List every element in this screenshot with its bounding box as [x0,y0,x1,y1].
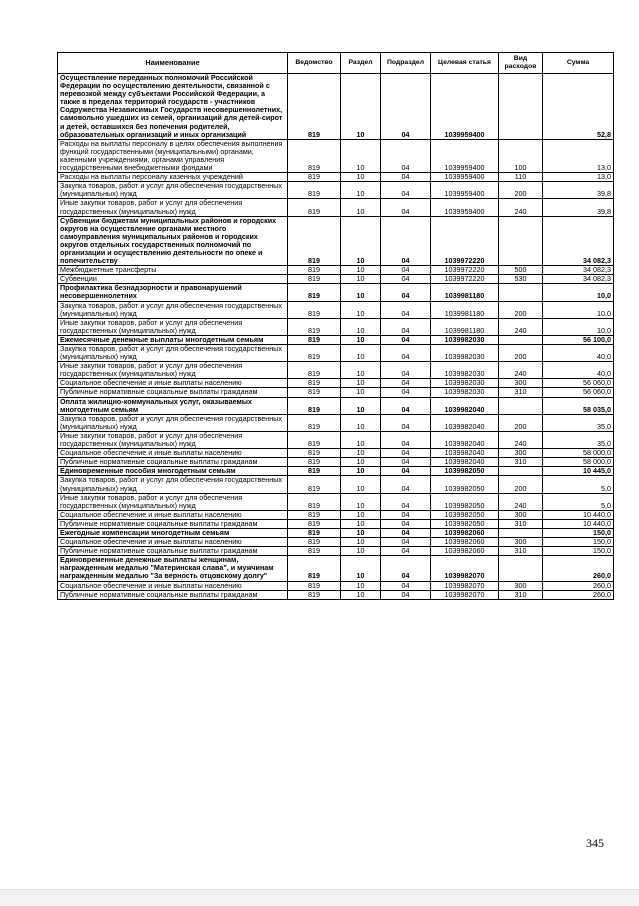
cell-name: Единовременные денежные выплаты женщинам, награжденным медалью "Материнская слава", и мужчинам награжденным медалью "За верность отцовскому долгу" [58,556,288,581]
table-row [58,139,614,172]
cell-section: 10 [341,397,381,414]
cell-section: 10 [341,362,381,379]
bottom-band [0,889,639,906]
table-row [58,379,614,388]
cell-target: 1039982030 [431,362,499,379]
cell-kind: 500 [499,266,543,275]
cell-dept: 819 [288,581,341,590]
table-row [58,301,614,318]
cell-subsection: 04 [381,335,431,344]
cell-kind: 100 [499,139,543,172]
cell-section: 10 [341,216,381,266]
cell-target: 1039981180 [431,301,499,318]
table-row [58,173,614,182]
table-row [58,510,614,519]
cell-section: 10 [341,199,381,216]
table-row [58,335,614,344]
cell-kind: 300 [499,379,543,388]
cell-kind: 310 [499,458,543,467]
cell-name: Иные закупки товаров, работ и услуг для обеспечения государственных (муниципальных) нужд [58,431,288,448]
cell-dept: 819 [288,335,341,344]
cell-target: 1039982070 [431,581,499,590]
table-row [58,590,614,599]
cell-subsection: 04 [381,431,431,448]
cell-sum: 58 035,0 [543,397,614,414]
cell-target: 1039982060 [431,538,499,547]
cell-target: 1039982040 [431,431,499,448]
cell-section: 10 [341,458,381,467]
cell-name: Социальное обеспечение и иные выплаты населению [58,581,288,590]
table-row [58,266,614,275]
cell-kind: 310 [499,547,543,556]
table-row [58,519,614,528]
cell-name: Осуществление переданных полномочий Российской Федерации по осуществлению деятельности, связанной с перевозкой между субъектами Российской Федерации, а также в пределах территорий государств - участников Содружества Независимых Государств несовершеннолетних, самовольно ушедших из семей, организаций для детей-сирот и детей, оставшихся без попечения родителей, образовательных организаций и иных организаций [58,74,288,140]
table-row [58,345,614,362]
header-name: Наименование [58,53,288,74]
cell-subsection: 04 [381,182,431,199]
cell-dept: 819 [288,556,341,581]
cell-sum: 58 000,0 [543,449,614,458]
cell-kind: 530 [499,275,543,284]
cell-target: 1039982030 [431,379,499,388]
header-target: Целевая статья [431,53,499,74]
table-row [58,199,614,216]
cell-subsection: 04 [381,590,431,599]
table-row [58,431,614,448]
cell-subsection: 04 [381,547,431,556]
cell-kind: 240 [499,362,543,379]
cell-sum: 13,0 [543,139,614,172]
cell-subsection: 04 [381,379,431,388]
cell-sum: 10 440,0 [543,519,614,528]
cell-dept: 819 [288,590,341,599]
cell-target: 1039982030 [431,345,499,362]
table-row [58,388,614,397]
cell-subsection: 04 [381,458,431,467]
cell-sum: 34 082,3 [543,216,614,266]
cell-dept: 819 [288,216,341,266]
cell-section: 10 [341,547,381,556]
cell-sum: 5,0 [543,493,614,510]
cell-dept: 819 [288,519,341,528]
cell-dept: 819 [288,414,341,431]
cell-kind [499,284,543,301]
cell-sum: 35,0 [543,414,614,431]
cell-target: 1039959400 [431,139,499,172]
cell-kind: 240 [499,431,543,448]
table-row [58,414,614,431]
cell-subsection: 04 [381,173,431,182]
budget-table [57,52,614,600]
cell-dept: 819 [288,284,341,301]
cell-target: 1039959400 [431,182,499,199]
cell-name: Социальное обеспечение и иные выплаты населению [58,538,288,547]
table-row [58,476,614,493]
cell-sum: 150,0 [543,538,614,547]
cell-kind [499,556,543,581]
cell-sum: 10,0 [543,301,614,318]
cell-target: 1039959400 [431,199,499,216]
cell-name: Иные закупки товаров, работ и услуг для обеспечения государственных (муниципальных) нужд [58,362,288,379]
cell-name: Профилактика безнадзорности и правонарушений несовершеннолетних [58,284,288,301]
cell-dept: 819 [288,199,341,216]
cell-kind: 310 [499,519,543,528]
cell-kind: 300 [499,510,543,519]
cell-name: Закупка товаров, работ и услуг для обеспечения государственных (муниципальных) нужд [58,182,288,199]
cell-sum: 56 060,0 [543,388,614,397]
cell-subsection: 04 [381,216,431,266]
cell-subsection: 04 [381,301,431,318]
cell-section: 10 [341,301,381,318]
cell-name: Единовременные пособия многодетным семьям [58,467,288,476]
cell-section: 10 [341,388,381,397]
cell-sum: 10,0 [543,284,614,301]
cell-target: 1039972220 [431,216,499,266]
cell-dept: 819 [288,301,341,318]
cell-dept: 819 [288,431,341,448]
cell-subsection: 04 [381,139,431,172]
cell-kind: 200 [499,182,543,199]
table-row [58,284,614,301]
header-subsection: Подраздел [381,53,431,74]
cell-subsection: 04 [381,362,431,379]
cell-section: 10 [341,182,381,199]
cell-dept: 819 [288,493,341,510]
cell-name: Закупка товаров, работ и услуг для обеспечения государственных (муниципальных) нужд [58,301,288,318]
cell-dept: 819 [288,318,341,335]
cell-sum: 260,0 [543,590,614,599]
cell-name: Иные закупки товаров, работ и услуг для обеспечения государственных (муниципальных) нужд [58,493,288,510]
cell-target: 1039982040 [431,449,499,458]
cell-dept: 819 [288,345,341,362]
table-row [58,216,614,266]
cell-name: Субвенции бюджетам муниципальных районов и городских округов на осуществление органами местного самоуправления муниципальных районов и городских округов отдельных государственных полномочий по организации и осуществлению деятельности по опеке и попечительству [58,216,288,266]
cell-kind: 300 [499,449,543,458]
cell-name: Социальное обеспечение и иные выплаты населению [58,449,288,458]
cell-name: Межбюджетные трансферты [58,266,288,275]
cell-target: 1039982070 [431,590,499,599]
cell-dept: 819 [288,528,341,537]
cell-sum: 58 000,0 [543,458,614,467]
table-row [58,397,614,414]
cell-name: Публичные нормативные социальные выплаты гражданам [58,388,288,397]
cell-dept: 819 [288,139,341,172]
cell-name: Публичные нормативные социальные выплаты гражданам [58,547,288,556]
table-row [58,362,614,379]
cell-target: 1039982050 [431,510,499,519]
cell-sum: 34 082,3 [543,275,614,284]
table-row [58,538,614,547]
cell-kind: 200 [499,345,543,362]
cell-subsection: 04 [381,318,431,335]
cell-dept: 819 [288,74,341,140]
cell-section: 10 [341,493,381,510]
cell-section: 10 [341,538,381,547]
cell-section: 10 [341,431,381,448]
cell-name: Социальное обеспечение и иные выплаты населению [58,510,288,519]
cell-target: 1039959400 [431,173,499,182]
cell-kind [499,74,543,140]
cell-target: 1039982040 [431,397,499,414]
cell-dept: 819 [288,182,341,199]
table-row [58,318,614,335]
header-section: Раздел [341,53,381,74]
cell-section: 10 [341,379,381,388]
cell-dept: 819 [288,173,341,182]
cell-target: 1039982050 [431,493,499,510]
cell-subsection: 04 [381,284,431,301]
cell-subsection: 04 [381,581,431,590]
cell-subsection: 04 [381,556,431,581]
cell-subsection: 04 [381,467,431,476]
cell-section: 10 [341,266,381,275]
cell-section: 10 [341,519,381,528]
table-row [58,467,614,476]
cell-kind [499,216,543,266]
cell-section: 10 [341,335,381,344]
cell-sum: 150,0 [543,528,614,537]
cell-section: 10 [341,590,381,599]
cell-sum: 56 100,0 [543,335,614,344]
cell-name: Расходы на выплаты персоналу в целях обеспечения выполнения функций государственными (муниципальными) органами, казенными учреждениями, органами управления государственными внебюджетными фондами [58,139,288,172]
cell-name: Социальное обеспечение и иные выплаты населению [58,379,288,388]
cell-sum: 39,8 [543,199,614,216]
cell-kind: 240 [499,318,543,335]
table-row [58,528,614,537]
cell-dept: 819 [288,449,341,458]
cell-section: 10 [341,467,381,476]
cell-section: 10 [341,284,381,301]
cell-name: Иные закупки товаров, работ и услуг для обеспечения государственных (муниципальных) нужд [58,199,288,216]
cell-name: Закупка товаров, работ и услуг для обеспечения государственных (муниципальных) нужд [58,345,288,362]
cell-kind: 310 [499,590,543,599]
cell-dept: 819 [288,397,341,414]
table-row [58,556,614,581]
cell-name: Субвенции [58,275,288,284]
cell-kind: 240 [499,493,543,510]
table-row [58,449,614,458]
cell-section: 10 [341,139,381,172]
cell-subsection: 04 [381,397,431,414]
cell-dept: 819 [288,362,341,379]
cell-sum: 56 060,0 [543,379,614,388]
cell-dept: 819 [288,510,341,519]
header-sum: Сумма [543,53,614,74]
header-kind: Вид расходов [499,53,543,74]
cell-section: 10 [341,581,381,590]
cell-target: 1039982030 [431,388,499,397]
header-dept: Ведомство [288,53,341,74]
table-header-row [58,53,614,74]
cell-dept: 819 [288,467,341,476]
cell-section: 10 [341,173,381,182]
cell-subsection: 04 [381,266,431,275]
cell-sum: 150,0 [543,547,614,556]
cell-kind: 200 [499,301,543,318]
cell-sum: 40,0 [543,345,614,362]
cell-subsection: 04 [381,199,431,216]
table-row [58,458,614,467]
cell-subsection: 04 [381,345,431,362]
cell-subsection: 04 [381,275,431,284]
cell-section: 10 [341,556,381,581]
cell-target: 1039982050 [431,467,499,476]
table-row [58,581,614,590]
cell-section: 10 [341,476,381,493]
table-row [58,493,614,510]
cell-sum: 39,8 [543,182,614,199]
cell-section: 10 [341,275,381,284]
cell-sum: 10,0 [543,318,614,335]
cell-subsection: 04 [381,414,431,431]
cell-dept: 819 [288,275,341,284]
cell-sum: 5,0 [543,476,614,493]
cell-name: Ежегодные компенсации многодетным семьям [58,528,288,537]
cell-kind [499,397,543,414]
cell-section: 10 [341,414,381,431]
table-row [58,275,614,284]
table-row [58,182,614,199]
cell-target: 1039982030 [431,335,499,344]
cell-target: 1039982060 [431,528,499,537]
cell-kind: 110 [499,173,543,182]
cell-subsection: 04 [381,74,431,140]
cell-name: Расходы на выплаты персоналу казенных учреждений [58,173,288,182]
cell-target: 1039981180 [431,318,499,335]
cell-dept: 819 [288,538,341,547]
cell-section: 10 [341,528,381,537]
cell-dept: 819 [288,458,341,467]
cell-target: 1039982040 [431,414,499,431]
cell-kind: 300 [499,538,543,547]
cell-kind [499,335,543,344]
cell-name: Публичные нормативные социальные выплаты гражданам [58,590,288,599]
cell-subsection: 04 [381,388,431,397]
cell-section: 10 [341,449,381,458]
cell-target: 1039972220 [431,275,499,284]
cell-sum: 260,0 [543,581,614,590]
table-row [58,74,614,140]
cell-name: Публичные нормативные социальные выплаты гражданам [58,519,288,528]
cell-kind [499,467,543,476]
cell-name: Иные закупки товаров, работ и услуг для обеспечения государственных (муниципальных) нужд [58,318,288,335]
table-body [58,74,614,600]
cell-dept: 819 [288,547,341,556]
cell-kind: 240 [499,199,543,216]
cell-section: 10 [341,74,381,140]
cell-sum: 40,0 [543,362,614,379]
cell-target: 1039982040 [431,458,499,467]
cell-subsection: 04 [381,449,431,458]
cell-subsection: 04 [381,519,431,528]
cell-kind: 200 [499,476,543,493]
cell-name: Ежемесячные денежные выплаты многодетным семьям [58,335,288,344]
cell-kind: 300 [499,581,543,590]
cell-section: 10 [341,345,381,362]
page-number: 345 [586,836,604,850]
cell-dept: 819 [288,476,341,493]
cell-subsection: 04 [381,528,431,537]
cell-subsection: 04 [381,493,431,510]
cell-name: Закупка товаров, работ и услуг для обеспечения государственных (муниципальных) нужд [58,476,288,493]
cell-target: 1039982050 [431,519,499,528]
cell-dept: 819 [288,388,341,397]
cell-sum: 34 082,3 [543,266,614,275]
cell-target: 1039982070 [431,556,499,581]
cell-dept: 819 [288,266,341,275]
cell-kind: 200 [499,414,543,431]
cell-dept: 819 [288,379,341,388]
cell-name: Закупка товаров, работ и услуг для обеспечения государственных (муниципальных) нужд [58,414,288,431]
cell-subsection: 04 [381,476,431,493]
cell-name: Оплата жилищно-коммунальных услуг, оказываемых многодетным семьям [58,397,288,414]
cell-sum: 10 440,0 [543,510,614,519]
cell-target: 1039959400 [431,74,499,140]
cell-target: 1039982050 [431,476,499,493]
cell-sum: 260,0 [543,556,614,581]
cell-kind [499,528,543,537]
cell-sum: 10 445,0 [543,467,614,476]
table-row [58,547,614,556]
cell-target: 1039972220 [431,266,499,275]
cell-sum: 52,8 [543,74,614,140]
cell-target: 1039981180 [431,284,499,301]
cell-kind: 310 [499,388,543,397]
cell-section: 10 [341,318,381,335]
cell-section: 10 [341,510,381,519]
cell-sum: 35,0 [543,431,614,448]
cell-subsection: 04 [381,538,431,547]
cell-sum: 13,0 [543,173,614,182]
cell-target: 1039982060 [431,547,499,556]
cell-subsection: 04 [381,510,431,519]
cell-name: Публичные нормативные социальные выплаты гражданам [58,458,288,467]
